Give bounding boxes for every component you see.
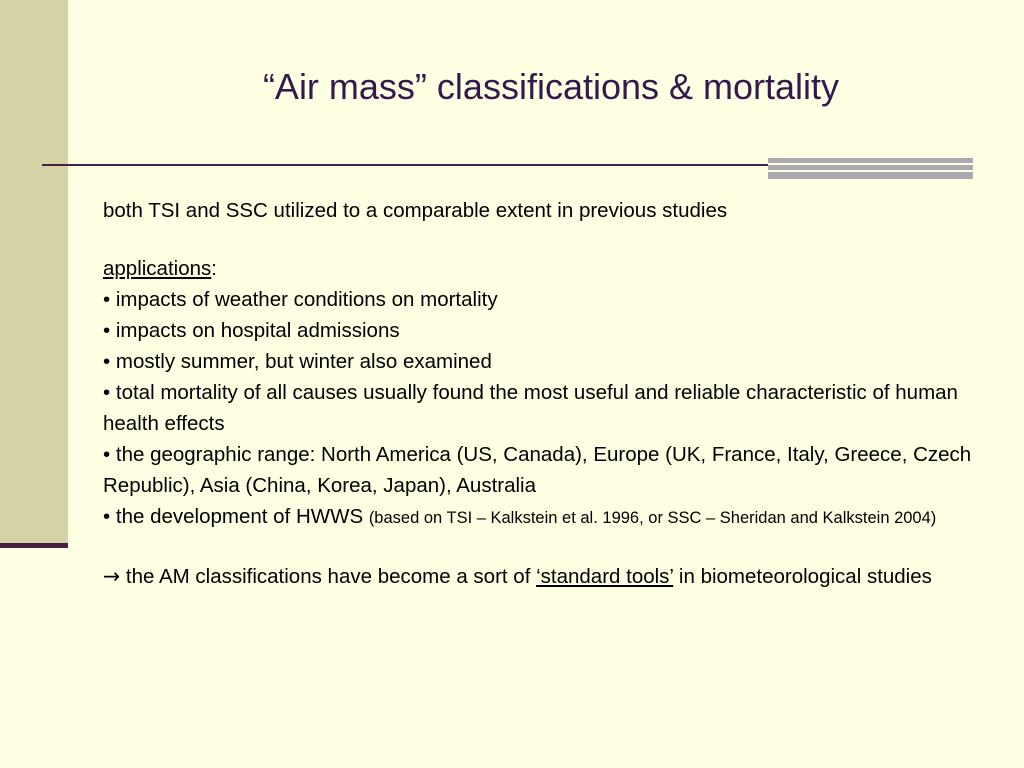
standard-tools-text: ‘standard tools’ [536, 565, 674, 588]
sidebar-decoration [0, 0, 68, 545]
slide-title: “Air mass” classifications & mortality [262, 66, 840, 107]
applications-label: applications [103, 257, 212, 280]
slide-body [103, 195, 973, 592]
bullet-item: • impacts on hospital admissions [103, 319, 400, 342]
applications-heading [103, 253, 973, 284]
bullet-item: • the geographic range: North America (US, Canada), Europe (UK, France, Italy, Greece, Czech Republic), Asia (China, Korea, Japan), Australia [103, 443, 972, 497]
sidebar-accent-line [0, 543, 68, 548]
hwws-note-text: (based on TSI – Kalkstein et al. 1996, or SSC – Sheridan and Kalkstein 2004) [368, 509, 937, 527]
spacer [103, 226, 973, 253]
spacer [103, 534, 973, 561]
intro-text: both TSI and SSC utilized to a comparable extent in previous studies [103, 199, 728, 222]
conclusion-text [103, 561, 973, 592]
applications-colon: : [211, 257, 217, 280]
bullet-item-hwws [103, 501, 973, 534]
conclusion-pre: the AM classifications have become a sort of [120, 565, 537, 588]
title-divider-block [768, 158, 973, 179]
arrow-icon: → [103, 564, 121, 588]
conclusion-post: in biometeorological studies [673, 565, 932, 588]
bullet-item: • total mortality of all causes usually found the most useful and reliable characteristic of human health effects [103, 381, 958, 435]
title-divider [42, 164, 768, 166]
bullet-item: • mostly summer, but winter also examined [103, 350, 492, 373]
bullet-item: • impacts of weather conditions on mortality [103, 288, 498, 311]
hwws-main-text: • the development of HWWS [103, 505, 369, 528]
